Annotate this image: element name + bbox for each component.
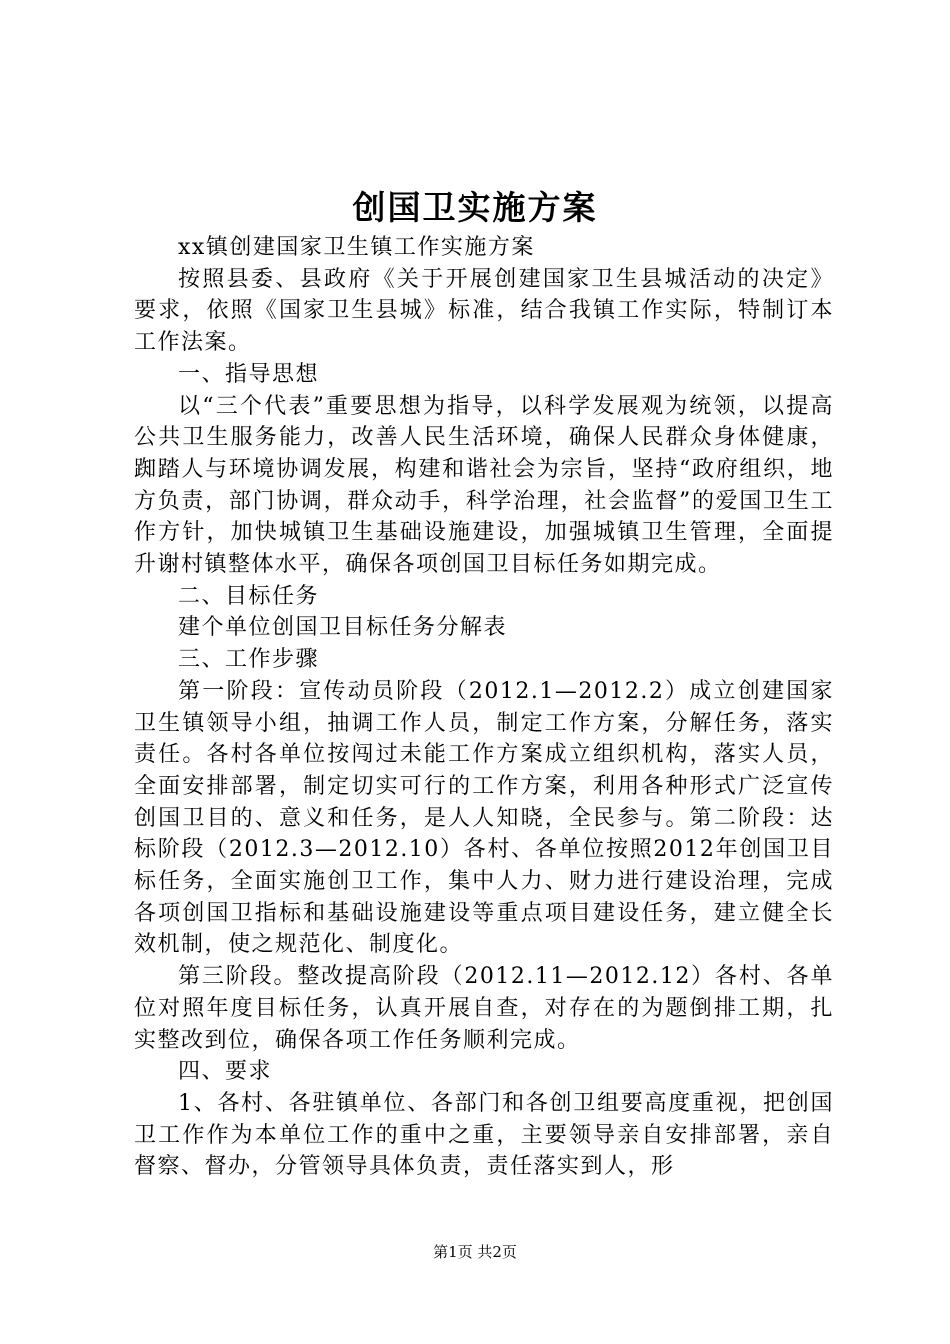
page-footer: 第1页 共2页 [433,1243,517,1261]
section-heading-requirements: 四、要求 [178,1059,273,1085]
paragraph-requirements-1: 1、各村、各驻镇单位、各部门和各创卫组要高度重视，把创国卫工作作为本单位工作的重中之重，主要领导亲自安排部署，亲自督察、督办，分管领导具体负责，责任落实到人，形 [134,1090,834,1180]
section-heading-steps: 三、工作步骤 [178,647,320,673]
section-heading-guiding-ideology: 一、指导思想 [178,361,320,387]
document-body [134,232,834,1183]
paragraph-intro: 按照县委、县政府《关于开展创建国家卫生县城活动的决定》要求，依照《国家卫生县城》标准，结合我镇工作实际，特制订本工作法案。 [134,266,834,356]
document-title: 创国卫实施方案 [352,188,598,227]
paragraph-subtitle: xx镇创建国家卫生镇工作实施方案 [178,235,535,260]
section-heading-goals: 二、目标任务 [178,583,320,609]
paragraph-guiding-ideology: 以“三个代表”重要思想为指导，以科学发展观为统领，以提高公共卫生服务能力，改善人民生活环境，确保人民群众身体健康，踟踏人与环境协调发展，构建和谐社会为宗旨，坚持“政府组织，地方负责，部门协调，群众动手，科学治理，社会监督”的爱国卫生工作方针，加快城镇卫生基础设施建设，加强城镇卫生管理，全面提升谢村镇整体水平，确保各项创国卫目标任务如期完成。 [134,393,834,578]
paragraph-goals: 建个单位创国卫目标任务分解表 [178,615,508,641]
paragraph-steps-phase-1-2: 第一阶段：宣传动员阶段（2012.1—2012.2）成立创建国家卫生镇领导小组，抽调工作人员，制定工作方案，分解任务，落实责任。各村各单位按闯过未能工作方案成立组织机构，落实人员，全面安排部署，制定切实可行的工作方案，利用各种形式广泛宣传创国卫目的、意义和任务，是人人知晓，全民参与。第二阶段：达标阶段（2012.3—2012.10）各村、各单位按照2012年创国卫目标任务，全面实施创卫工作，集中人力、财力进行建设治理，完成各项创国卫指标和基础设施建设等重点项目建设任务，建立健全长效机制，使之规范化、制度化。 [134,678,834,958]
paragraph-steps-phase-3: 第三阶段。整改提高阶段（2012.11—2012.12）各村、各单位对照年度目标任务，认真开展自查，对存在的为题倒排工期，扎实整改到位，确保各项工作任务顺利完成。 [134,964,834,1053]
